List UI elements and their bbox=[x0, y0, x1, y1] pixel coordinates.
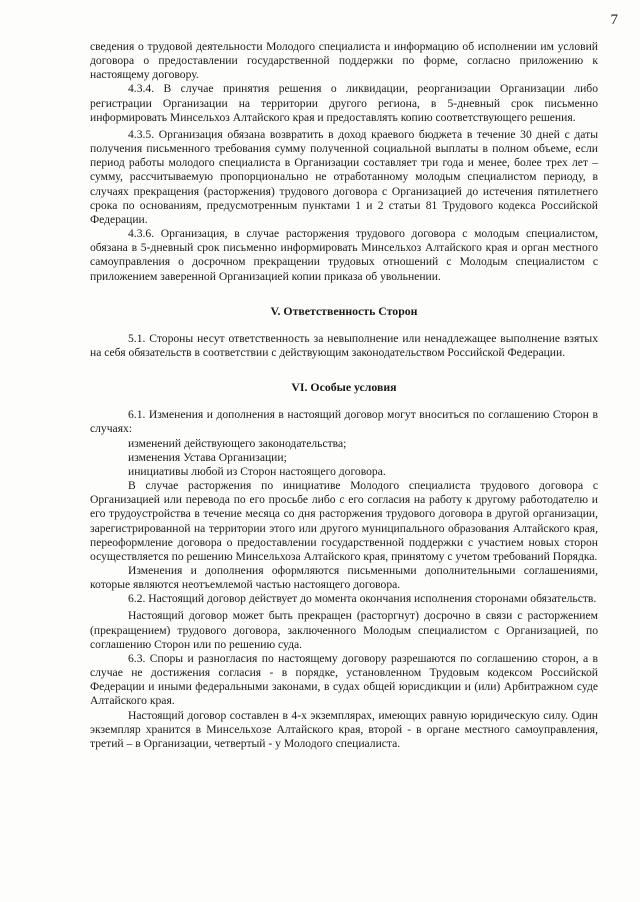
paragraph-6-1-changes: Изменения и дополнения оформляются письменными дополнительными соглашениями, которые являются неотъемлемой частью настоящего договора. bbox=[90, 564, 598, 592]
paragraph-5-1: 5.1. Стороны несут ответственность за невыполнение или ненадлежащее выполнение взятых на себя обязательств в соответствии с действующим законодательством Российской Федерации. bbox=[90, 331, 598, 359]
paragraph-6-1-case: В случае расторжения по инициативе Молодого специалиста трудового договора с Организацией или перевода по его просьбе либо с его согласия на работу к другому работодателю и его трудоустройства в течение месяца со дня расторжения трудового договора в другой организации, зарегистрированной на территории этого или другого муниципального образования Алтайского края, переоформление договора о предоставлении государственной поддержки с участием новых сторон осуществляется по решению Минсельхоза Алтайского края, принятому с учетом требований Порядка. bbox=[90, 479, 598, 563]
page-number: 7 bbox=[610, 12, 618, 28]
paragraph-4-3-5: 4.3.5. Организация обязана возвратить в доход краевого бюджета в течение 30 дней с даты получения письменного требования сумму полученной социальной выплаты в полном объеме, если период работы молодого специалиста в Организации составляет три года и менее, более трех лет – сумму, рассчитываемую пропорционально не отработанному молодым специалистом периоду, в случаях прекращения (расторжения) трудового договора с Организацией до истечения пятилетнего срока по основаниям, предусмотренным пунктами 1 и 2 статьи 81 Трудового кодекса Российской Федерации. bbox=[90, 127, 598, 226]
paragraph-6-2-term: Настоящий договор может быть прекращен (расторгнут) досрочно в связи с расторжением (прекращением) трудового договора, заключенного Молодым специалистом с Организацией, по соглашению Сторон или по решению суда. bbox=[90, 609, 598, 651]
paragraph-intro: сведения о трудовой деятельности Молодого специалиста и информацию об исполнении им условий договора о предоставлении государственной поддержки по форме, согласно приложению к настоящему договору. bbox=[90, 40, 598, 82]
list-item: изменений действующего законодательства; bbox=[128, 436, 347, 450]
paragraph-6-3: 6.3. Споры и разногласия по настоящему договору разрешаются по соглашению сторон, а в случае не достижения согласия - в порядке, установленном Трудовым кодексом Российской Федерации и иными федеральными законами, в судах общей юрисдикции и (или) Арбитражном суде Алтайского края. bbox=[90, 651, 598, 708]
paragraph-6-2: 6.2. Настоящий договор действует до момента окончания исполнения сторонами обязательств. bbox=[128, 592, 597, 606]
document-body bbox=[90, 40, 598, 751]
paragraph-4-3-4: 4.3.4. В случае принятия решения о ликвидации, реорганизации Организации либо регистрации Организации на территории другого региона, в 5-дневный срок письменно информировать Минсельхоз Алтайского края и предоставлять копию соответствующего решения. bbox=[90, 82, 598, 124]
paragraph-6-3-copies: Настоящий договор составлен в 4-х экземплярах, имеющих равную юридическую силу. Один экземпляр хранится в Минсельхозе Алтайского края, второй - в органе местного самоуправления, третий – в Организации, четвертый - у Молодого специалиста. bbox=[90, 708, 598, 750]
list-item: инициативы любой из Сторон настоящего договора. bbox=[128, 464, 386, 478]
list-item: изменения Устава Организации; bbox=[128, 450, 287, 464]
section-6-heading: VI. Особые условия bbox=[291, 380, 397, 395]
paragraph-4-3-6: 4.3.6. Организация, в случае расторжения трудового договора с молодым специалистом, обязана в 5-дневный срок письменно информировать Минсельхоз Алтайского края и орган местного самоуправления о досрочном прекращении трудовых отношений с Молодым специалистом с приложением заверенной Организацией копии приказа об увольнении. bbox=[90, 227, 598, 283]
paragraph-6-1: 6.1. Изменения и дополнения в настоящий договор могут вноситься по соглашению Сторон в случаях: bbox=[90, 408, 598, 436]
section-5-heading: V. Ответственность Сторон bbox=[270, 303, 418, 318]
